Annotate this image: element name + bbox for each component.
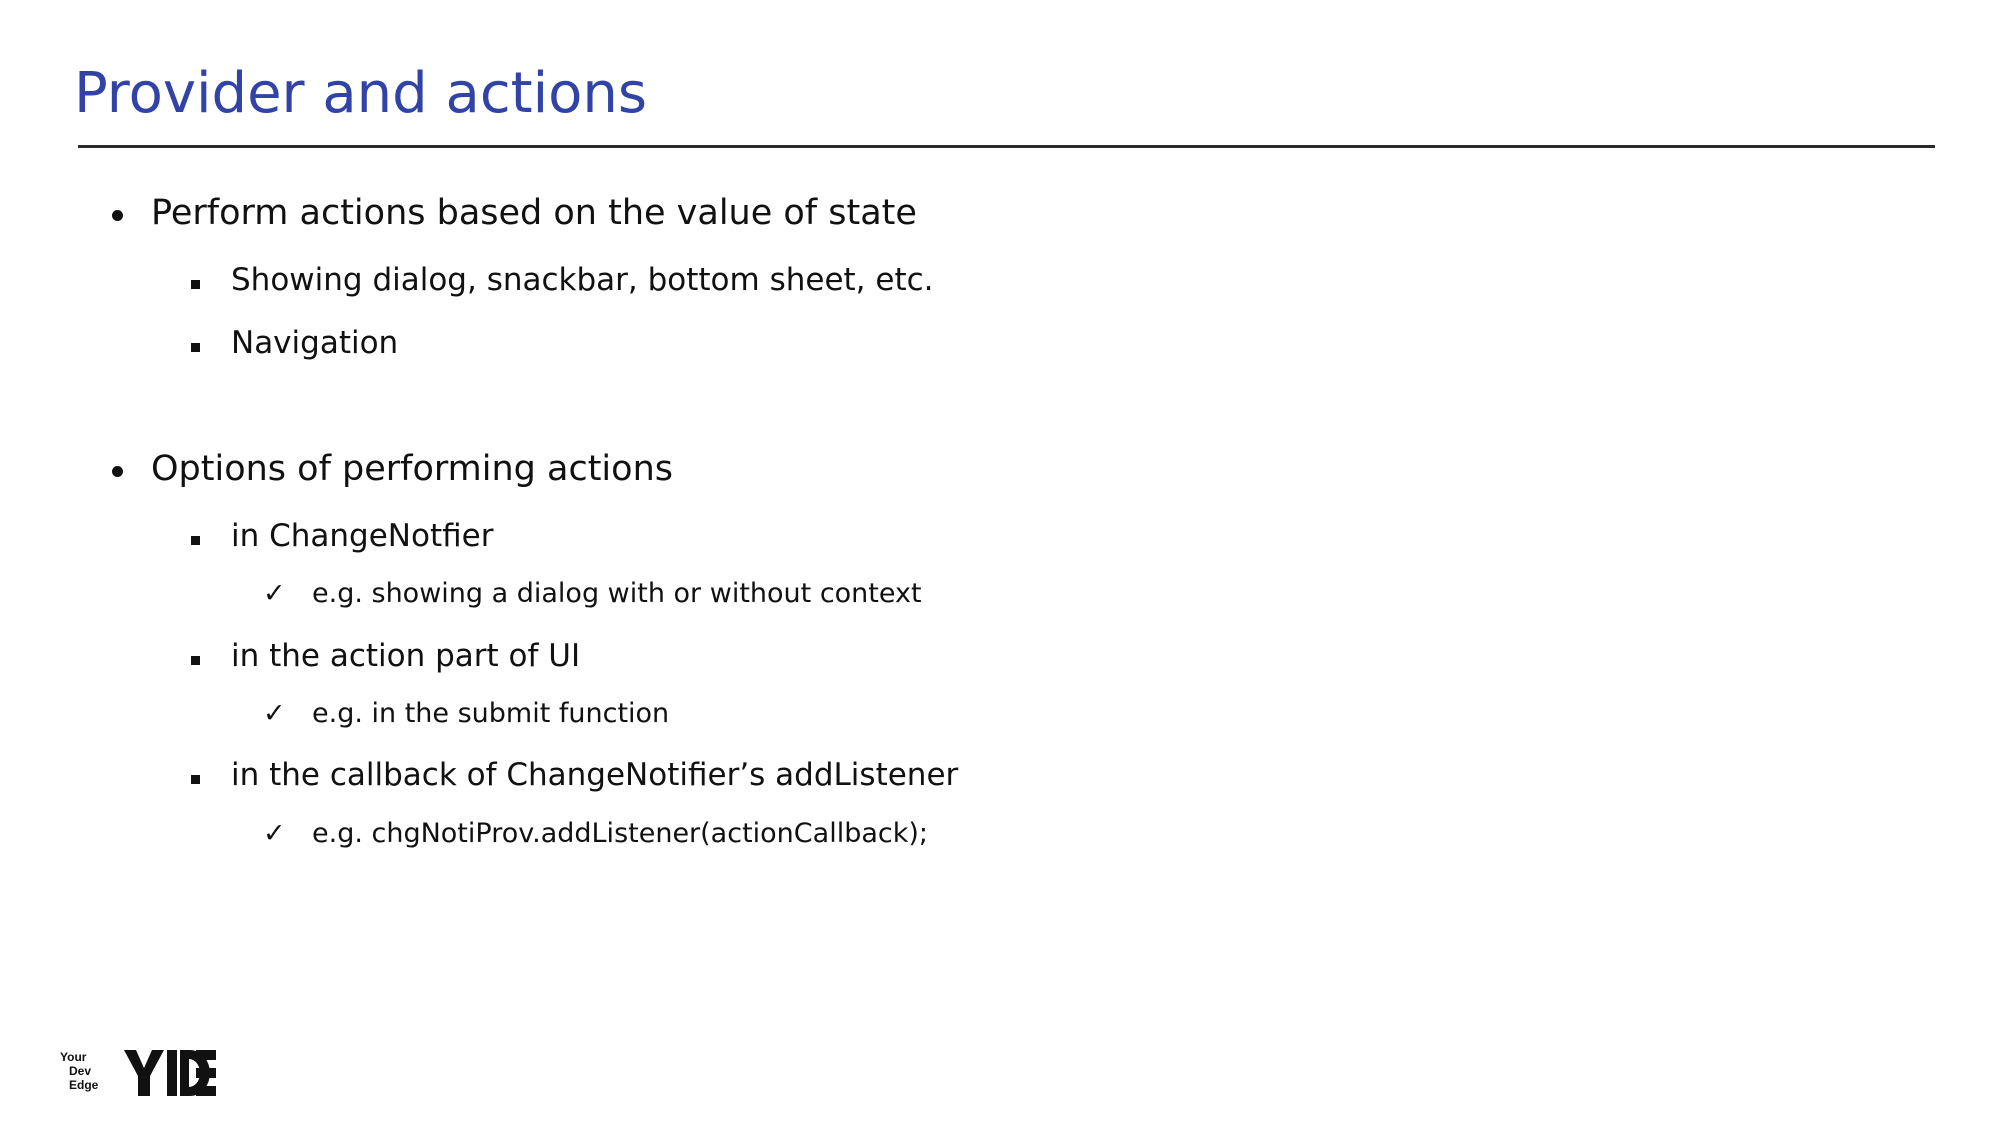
square-bullet-icon bbox=[191, 339, 200, 357]
example-item: e.g. showing a dialog with or without context bbox=[312, 578, 922, 609]
example-item: e.g. in the submit function bbox=[312, 698, 670, 729]
checkmark-icon: ✓ bbox=[263, 578, 286, 609]
bullet-dot-icon bbox=[112, 208, 123, 226]
square-bullet-icon bbox=[191, 276, 200, 294]
sub-bullet-item: in ChangeNotfier bbox=[231, 518, 494, 554]
brand-logo bbox=[60, 1050, 220, 1100]
square-bullet-icon bbox=[191, 532, 200, 550]
bullet-item: Options of performing actions bbox=[151, 449, 673, 489]
logo-wordmark: Your Dev Edge bbox=[60, 1050, 99, 1092]
sub-bullet-item: in the callback of ChangeNotifier’s addListener bbox=[231, 757, 959, 793]
bullet-dot-icon bbox=[112, 464, 123, 482]
bullet-item: Perform actions based on the value of state bbox=[151, 193, 917, 233]
sub-bullet-item: Navigation bbox=[231, 325, 399, 361]
checkmark-icon: ✓ bbox=[263, 818, 286, 849]
title-divider bbox=[78, 145, 1935, 148]
sub-bullet-item: Showing dialog, snackbar, bottom sheet, etc. bbox=[231, 262, 934, 298]
yide-logo-icon bbox=[96, 1050, 216, 1098]
slide-title: Provider and actions bbox=[74, 61, 648, 126]
square-bullet-icon bbox=[191, 652, 200, 670]
sub-bullet-item: in the action part of UI bbox=[231, 638, 581, 674]
square-bullet-icon bbox=[191, 771, 200, 789]
checkmark-icon: ✓ bbox=[263, 698, 286, 729]
example-item: e.g. chgNotiProv.addListener(actionCallback); bbox=[312, 818, 928, 849]
